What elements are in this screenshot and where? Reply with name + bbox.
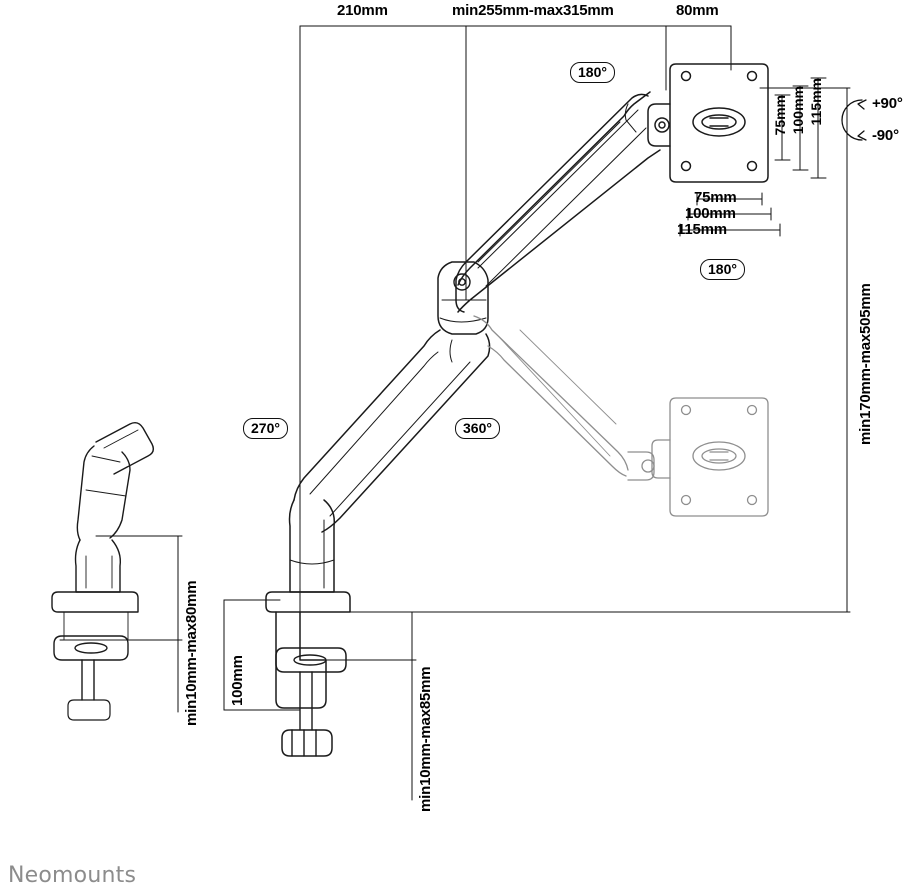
tilt-down-label: -90° <box>872 127 899 144</box>
post-height-label: 100mm <box>229 655 246 706</box>
dim-label-210mm: 210mm <box>337 2 388 19</box>
tilt-up-label: +90° <box>872 95 903 112</box>
clamp-right-label: min10mm-max85mm <box>417 666 434 812</box>
vesa-vertical-dims-100 <box>790 86 806 134</box>
vesa-vertical-dims <box>772 95 788 135</box>
vesa-v-100-label: 100mm <box>790 86 806 135</box>
dim-label-80mm: 80mm <box>676 2 719 19</box>
brand-logo: Neomounts <box>8 863 137 888</box>
swivel-270-badge: 270° <box>243 418 288 439</box>
height-range-label: min170mm-max505mm <box>857 283 874 445</box>
clamp-left-label: min10mm-max80mm <box>183 580 200 726</box>
dim-label-reach: min255mm-max315mm <box>452 2 614 19</box>
vesa-h-115-label: 115mm <box>677 221 727 238</box>
vesa-v-75-label: 75mm <box>772 95 788 136</box>
vesa-vertical-dims-115 <box>808 78 824 125</box>
vesa-v-115-label: 115mm <box>808 78 824 126</box>
vesa-h-100-label: 100mm <box>685 205 736 222</box>
swivel-360-badge: 360° <box>455 418 500 439</box>
vesa-h-75-label: 75mm <box>694 189 737 206</box>
rotate-180-top-badge: 180° <box>570 62 615 83</box>
rotate-180-lower-badge: 180° <box>700 259 745 280</box>
